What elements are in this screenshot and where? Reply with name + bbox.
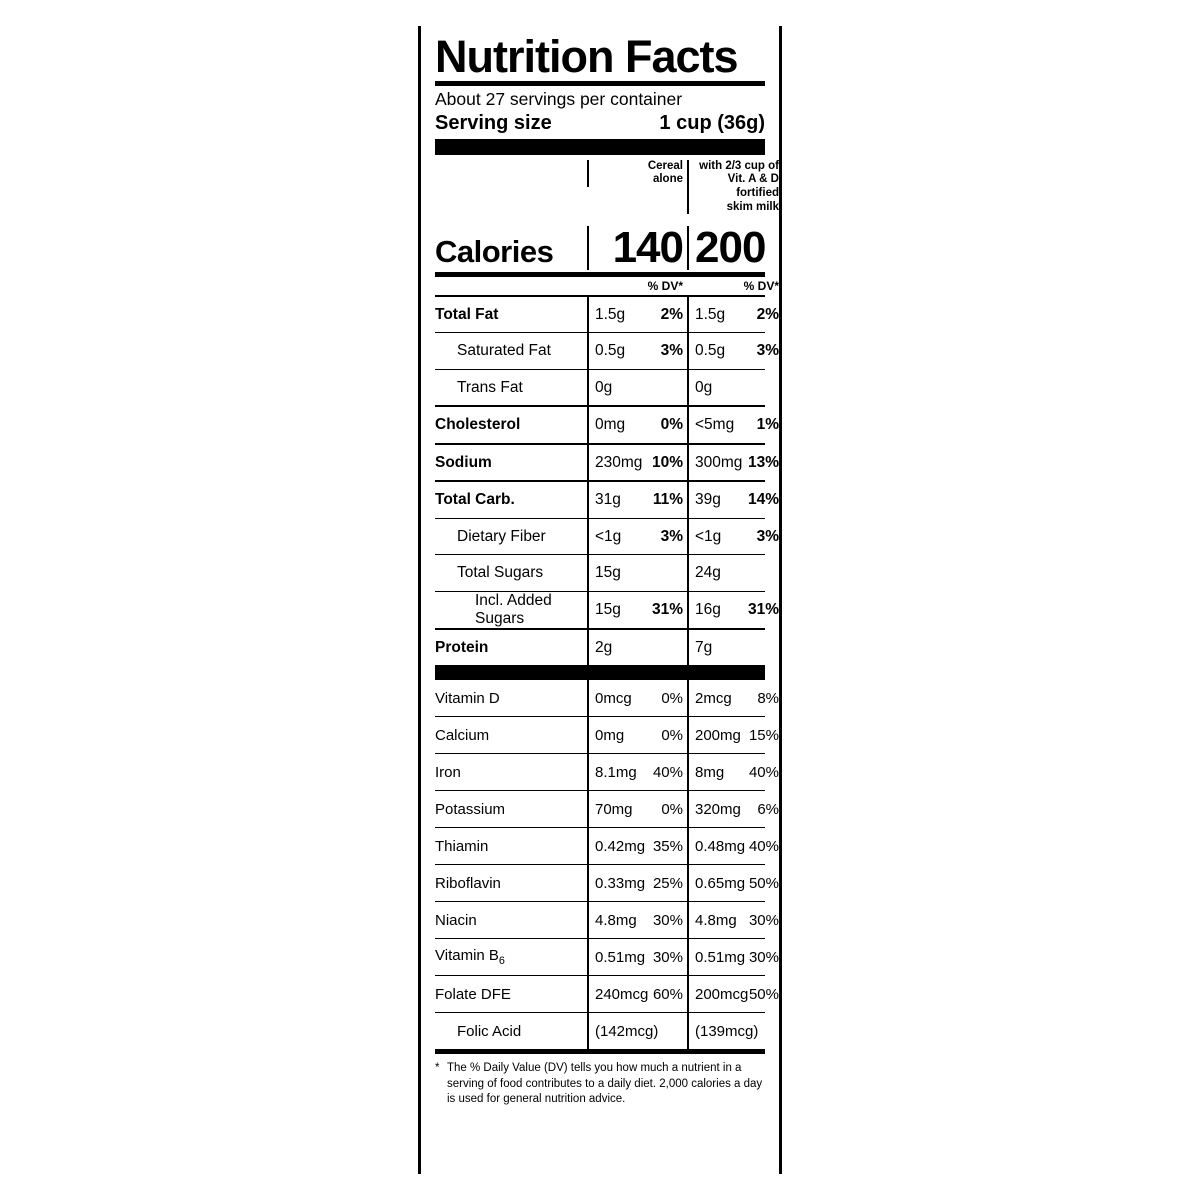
nutrient-amount: 8.1mg	[595, 763, 637, 781]
nutrient-milk-cell	[687, 519, 783, 555]
table-row	[435, 901, 779, 938]
nutrient-amount: 15g	[595, 564, 621, 582]
nutrient-milk-cell	[687, 976, 783, 1012]
nutrient-amount: 240mcg	[595, 985, 649, 1003]
nutrient-amount: 200mcg	[695, 985, 749, 1003]
table-row	[435, 518, 779, 555]
nutrient-milk-cell	[687, 828, 783, 864]
table-row	[435, 790, 779, 827]
table-row	[435, 753, 779, 790]
nutrient-amount: 7g	[695, 638, 713, 656]
nutrient-amount: 0mg	[595, 726, 625, 744]
nutrient-cereal-cell	[587, 1013, 687, 1049]
nutrient-name: Total Fat	[435, 305, 499, 323]
table-row	[435, 716, 779, 753]
column-b-line1: with 2/3 cup of	[699, 159, 779, 172]
nutrient-percent: 3%	[756, 527, 779, 545]
nutrient-percent: 2%	[756, 305, 779, 323]
nutrient-percent: 3%	[756, 342, 779, 360]
nutrient-percent: 40%	[652, 763, 683, 781]
serving-size-label: Serving size	[435, 111, 552, 134]
nutrient-name: Iron	[435, 763, 461, 781]
calories-value-cereal: 140	[587, 226, 687, 270]
nutrient-cereal-cell	[587, 717, 687, 753]
nutrient-name: Thiamin	[435, 837, 489, 855]
nutrient-name: Trans Fat	[457, 378, 523, 396]
column-header-with-milk	[687, 160, 783, 214]
nutrient-name: Cholesterol	[435, 416, 521, 434]
nutrient-milk-cell	[687, 791, 783, 827]
nutrient-name: Calcium	[435, 726, 490, 744]
nutrient-name: Incl. Added Sugars	[475, 591, 552, 627]
nutrient-amount: <1g	[695, 527, 722, 545]
nutrient-amount: (142mcg)	[595, 1022, 659, 1040]
nutrient-percent: 1%	[756, 416, 779, 434]
nutrient-name: Potassium	[435, 800, 506, 818]
nutrient-milk-cell	[687, 939, 783, 975]
table-row	[435, 332, 779, 369]
nutrient-amount: <5mg	[695, 416, 735, 434]
nutrient-name: Saturated Fat	[457, 342, 551, 360]
nutrient-milk-cell	[687, 297, 783, 333]
nutrient-milk-cell	[687, 630, 783, 666]
table-row	[435, 554, 765, 591]
nutrient-milk-cell	[687, 407, 783, 443]
dv-header-spacer	[435, 279, 587, 293]
nutrient-percent: 30%	[652, 948, 683, 966]
nutrient-amount: 15g	[595, 600, 621, 618]
header-black-bar	[435, 139, 765, 155]
nutrient-amount: 320mg	[695, 800, 741, 818]
nutrient-percent: 8%	[757, 689, 779, 707]
serving-size-value: 1 cup (36g)	[659, 111, 765, 134]
nutrient-milk-cell	[687, 717, 783, 753]
nutrient-percent: 11%	[652, 491, 683, 509]
nutrient-percent: 30%	[652, 911, 683, 929]
nutrient-cereal-cell	[587, 754, 687, 790]
column-a-line2: alone	[652, 173, 683, 186]
nutrient-amount: 0.65mg	[695, 874, 746, 892]
nutrient-name: Folic Acid	[457, 1022, 522, 1040]
nutrient-milk-cell	[687, 902, 783, 938]
nutrient-cereal-cell	[587, 680, 687, 716]
nutrient-amount: 230mg	[595, 453, 643, 471]
nutrient-amount: 0.42mg	[595, 837, 646, 855]
nutrient-percent: 3%	[660, 527, 683, 545]
nutrient-amount: (139mcg)	[695, 1022, 759, 1040]
table-row	[435, 480, 779, 518]
column-a-line1: Cereal	[647, 159, 683, 172]
nutrient-name: Total Sugars	[457, 564, 544, 582]
table-row	[435, 405, 779, 443]
column-b-line3: skim milk	[726, 200, 779, 213]
servings-per-container: About 27 servings per container	[435, 89, 683, 109]
serving-size-row	[435, 112, 765, 139]
nutrient-cereal-cell	[587, 297, 687, 333]
nutrient-percent: 14%	[747, 491, 779, 509]
nutrient-milk-cell	[687, 482, 783, 518]
dv-header-with-milk: % DV*	[743, 278, 779, 293]
table-row	[435, 628, 765, 666]
nutrient-amount: 0.48mg	[695, 837, 746, 855]
nutrient-cereal-cell	[587, 407, 687, 443]
nutrient-percent: 3%	[660, 342, 683, 360]
nutrient-percent: 0%	[661, 800, 683, 818]
nutrient-cereal-cell	[587, 445, 687, 481]
column-headers	[435, 155, 779, 226]
table-row	[435, 1012, 765, 1049]
vitamins-section-divider	[435, 665, 765, 680]
calories-row	[435, 222, 766, 272]
nutrient-amount: 300mg	[695, 453, 743, 471]
nutrient-name: Folate DFE	[435, 985, 511, 1003]
calories-label: Calories	[435, 233, 554, 269]
nutrient-amount: 31g	[595, 491, 621, 509]
nutrient-milk-cell	[687, 333, 783, 369]
nutrient-milk-cell	[687, 865, 783, 901]
nutrient-amount: 4.8mg	[695, 911, 737, 929]
nutrient-percent: 6%	[757, 800, 779, 818]
nutrient-cereal-cell	[587, 630, 687, 666]
footnote	[435, 1049, 765, 1108]
nutrient-cereal-cell	[587, 555, 687, 591]
nutrient-amount: 39g	[695, 491, 721, 509]
daily-value-header-row	[435, 277, 779, 295]
nutrient-amount: 0.51mg	[595, 948, 646, 966]
nutrient-amount: 2mcg	[695, 689, 732, 707]
nutrient-name: Protein	[435, 638, 489, 656]
nutrient-percent: 60%	[652, 985, 683, 1003]
nutrient-cereal-cell	[587, 592, 687, 628]
nutrient-milk-cell	[687, 370, 783, 406]
nutrient-cereal-cell	[587, 828, 687, 864]
nutrient-amount: 4.8mg	[595, 911, 637, 929]
nutrient-percent: 50%	[748, 985, 779, 1003]
nutrient-percent: 40%	[748, 837, 779, 855]
nutrient-amount: 1.5g	[595, 305, 626, 323]
nutrient-cereal-cell	[587, 939, 687, 975]
nutrient-amount: 0.51mg	[695, 948, 746, 966]
nutrient-name: Sodium	[435, 453, 492, 471]
nutrient-cereal-cell	[587, 791, 687, 827]
nutrient-percent: 2%	[660, 305, 683, 323]
nutrient-milk-cell	[687, 754, 783, 790]
dv-header-cereal: % DV*	[647, 278, 683, 293]
nutrient-name: Vitamin D	[435, 689, 500, 707]
nutrient-milk-cell	[687, 445, 783, 481]
nutrient-amount: 0.5g	[595, 342, 626, 360]
nutrient-percent: 50%	[748, 874, 779, 892]
nutrient-percent: 31%	[651, 600, 683, 618]
nutrient-cereal-cell	[587, 370, 687, 406]
column-b-line2: Vit. A & D fortified	[727, 173, 779, 199]
nutrient-percent: 0%	[660, 416, 683, 434]
nutrient-percent: 30%	[748, 911, 779, 929]
nutrient-name: Niacin	[435, 911, 477, 929]
nutrient-percent: 25%	[652, 874, 683, 892]
nutrient-percent: 15%	[748, 726, 779, 744]
nutrient-name: Riboflavin	[435, 874, 501, 892]
nutrition-facts-panel	[418, 26, 782, 1174]
nutrient-amount: 1.5g	[695, 305, 726, 323]
nutrient-cereal-cell	[587, 519, 687, 555]
nutrient-percent: 30%	[748, 948, 779, 966]
nutrient-amount: 70mg	[595, 800, 633, 818]
nutrient-milk-cell	[687, 1013, 783, 1049]
calories-value-with-milk: 200	[687, 226, 783, 270]
nutrient-cereal-cell	[587, 333, 687, 369]
footnote-text: The % Daily Value (DV) tells you how much a nutrient in a serving of food contributes to a daily diet. 2,000 calories a day is used for general nutrition advice.	[447, 1062, 763, 1106]
nutrient-percent: 35%	[652, 837, 683, 855]
vitamin-b6-subscript: 6	[498, 955, 505, 968]
table-row	[435, 591, 779, 628]
nutrient-percent: 13%	[747, 453, 779, 471]
nutrition-facts-title: Nutrition Facts	[435, 31, 738, 82]
nutrient-amount: <1g	[595, 527, 622, 545]
nutrient-amount: 0g	[595, 378, 613, 396]
table-row	[435, 443, 779, 481]
footnote-star: *	[435, 1062, 440, 1075]
nutrient-cereal-cell	[587, 976, 687, 1012]
nutrient-percent: 10%	[651, 453, 683, 471]
nutrient-amount: 0mcg	[595, 689, 632, 707]
nutrient-percent: 0%	[661, 726, 683, 744]
nutrient-amount: 16g	[695, 600, 721, 618]
nutrient-cereal-cell	[587, 482, 687, 518]
nutrient-amount: 2g	[595, 638, 613, 656]
nutrient-name: Dietary Fiber	[457, 527, 546, 545]
nutrient-percent: 31%	[747, 600, 779, 618]
table-row	[435, 975, 779, 1012]
nutrient-name: Total Carb.	[435, 491, 515, 509]
table-row	[435, 369, 765, 406]
nutrient-cereal-cell	[587, 902, 687, 938]
nutrient-name: Vitamin $B_6$	[435, 947, 505, 968]
table-row	[435, 680, 779, 716]
nutrient-amount: 8mg	[695, 763, 725, 781]
table-row	[435, 938, 779, 975]
table-row	[435, 827, 779, 864]
nutrient-percent: 40%	[748, 763, 779, 781]
nutrient-amount: 0mg	[595, 416, 626, 434]
table-row	[435, 295, 779, 333]
nutrient-amount: 0.5g	[695, 342, 726, 360]
table-row	[435, 864, 779, 901]
nutrient-amount: 200mg	[695, 726, 741, 744]
nutrient-milk-cell	[687, 555, 783, 591]
column-header-cereal-alone	[587, 160, 687, 187]
nutrient-milk-cell	[687, 680, 783, 716]
nutrient-amount: 0g	[695, 378, 713, 396]
nutrient-milk-cell	[687, 592, 783, 628]
nutrient-cereal-cell	[587, 865, 687, 901]
nutrient-percent: 0%	[661, 689, 683, 707]
nutrient-amount: 0.33mg	[595, 874, 646, 892]
nutrient-amount: 24g	[695, 564, 721, 582]
